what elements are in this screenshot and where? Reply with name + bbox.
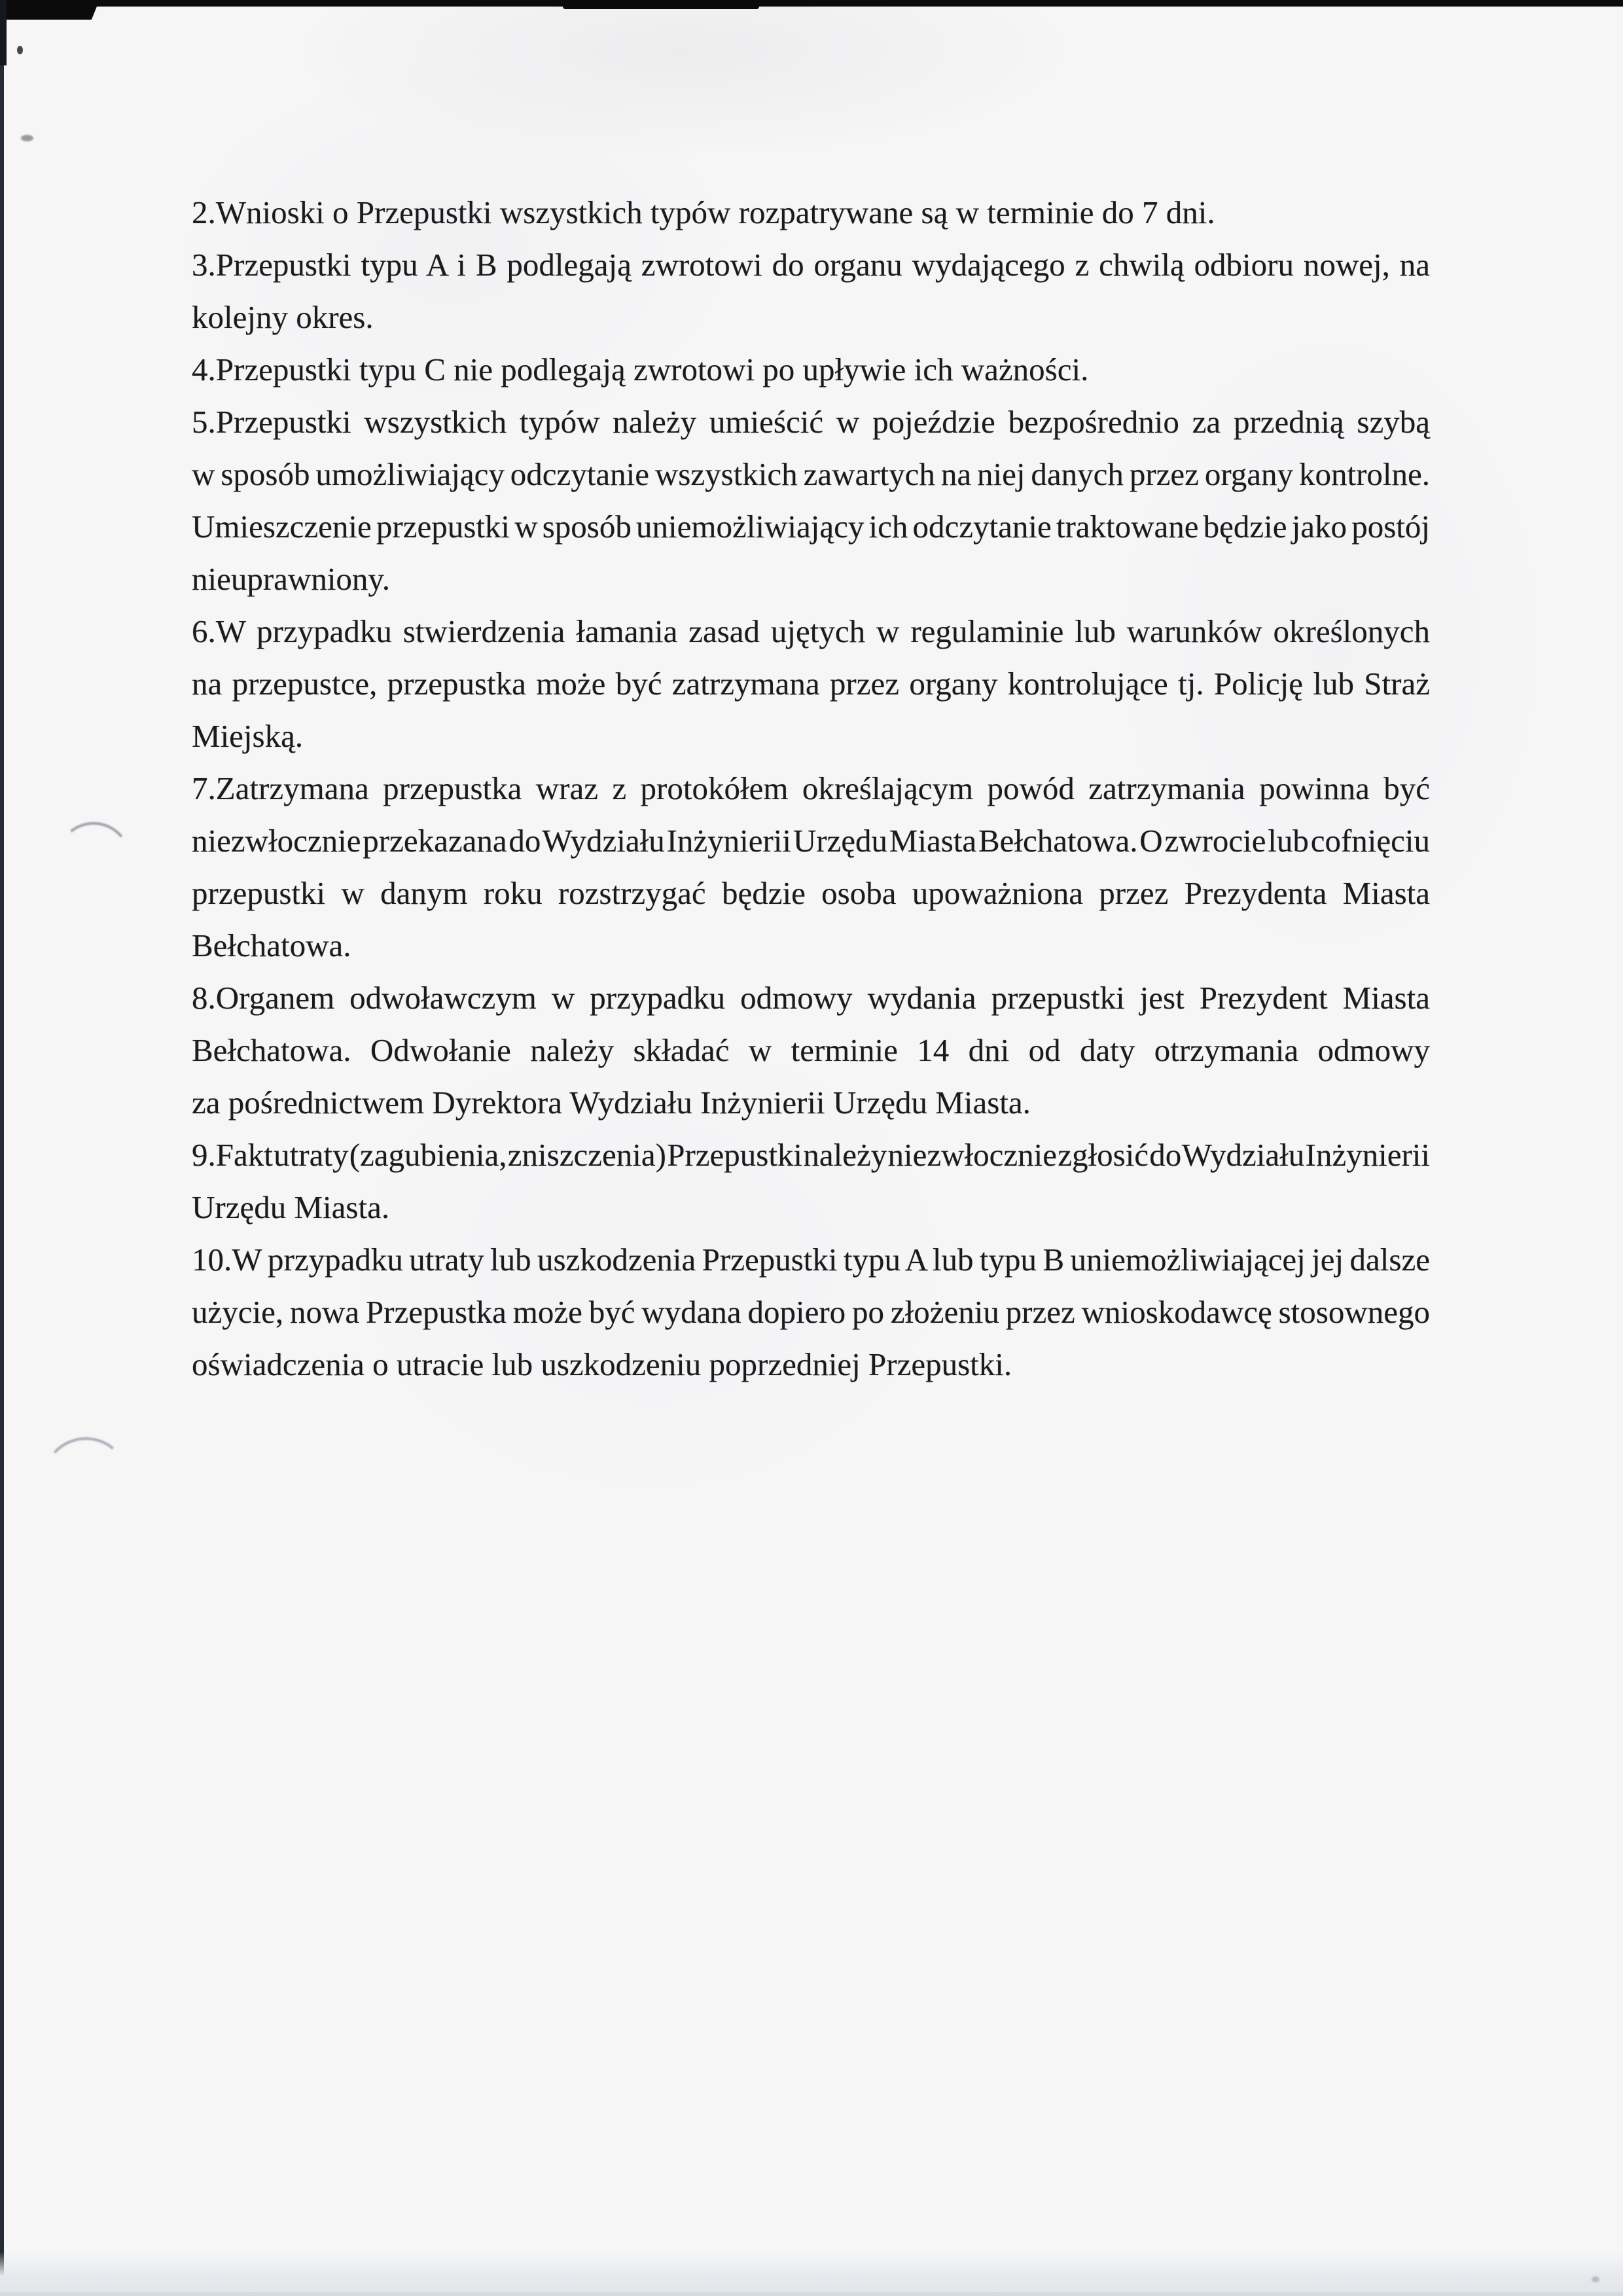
text-line-content: 6.W przypadku stwierdzenia łamania zasad ujętych w regulaminie lub warunków określonych	[192, 613, 1430, 649]
scan-edge-top-left-corner	[0, 0, 99, 20]
scan-edge-top	[0, 0, 1623, 7]
scan-edge-bottom-line	[0, 2292, 1623, 2296]
text-line	[192, 344, 1430, 396]
text-line	[192, 710, 1430, 762]
text-line	[192, 1077, 1430, 1129]
text-line-content: kolejny okres.	[192, 299, 374, 335]
text-line	[192, 553, 1430, 605]
scan-edge-left	[0, 0, 4, 2296]
text-line	[192, 867, 1430, 920]
text-line	[192, 239, 1430, 291]
text-line-content: 5.Przepustki wszystkich typów należy umieścić w pojeździe bezpośrednio za przednią szybą	[192, 404, 1430, 440]
text-line-content: w sposób umożliwiający odczytanie wszystkich zawartych na niej danych przez organy kontrolne.	[192, 456, 1430, 492]
text-line	[192, 1286, 1430, 1338]
text-line-content: za pośrednictwem Dyrektora Wydziału Inżynierii Urzędu Miasta.	[192, 1085, 1031, 1121]
text-line	[192, 291, 1430, 344]
text-line-content: Urzędu Miasta.	[192, 1189, 390, 1225]
text-line-content: niezwłocznie przekazana do Wydziału Inżynierii Urzędu Miasta Bełchatowa. O zwrocie lub cofnięciu	[192, 823, 1430, 859]
text-line	[192, 815, 1430, 867]
text-line	[192, 501, 1430, 553]
text-line-content: 8.Organem odwoławczym w przypadku odmowy wydania przepustki jest Prezydent Miasta	[192, 980, 1430, 1016]
text-line-content: Bełchatowa.	[192, 927, 351, 963]
scan-edge-bottom-band	[0, 2251, 1623, 2296]
text-line	[192, 1024, 1430, 1077]
text-line	[192, 1181, 1430, 1234]
text-line-content: Miejską.	[192, 718, 304, 754]
text-line	[192, 762, 1430, 815]
text-line-content: Bełchatowa. Odwołanie należy składać w terminie 14 dni od daty otrzymania odmowy	[192, 1032, 1430, 1068]
text-line	[192, 972, 1430, 1024]
document-text	[192, 187, 1430, 1391]
text-line	[192, 920, 1430, 972]
text-line-content: 2.Wnioski o Przepustki wszystkich typów rozpatrywane są w terminie do 7 dni.	[192, 194, 1215, 230]
scan-speck	[1592, 2276, 1599, 2282]
text-line	[192, 1338, 1430, 1391]
text-line-content: oświadczenia o utracie lub uszkodzeniu poprzedniej Przepustki.	[192, 1346, 1012, 1382]
text-line	[192, 605, 1430, 658]
text-line-content: 4.Przepustki typu C nie podlegają zwrotowi po upływie ich ważności.	[192, 351, 1089, 387]
text-line-content: 10.W przypadku utraty lub uszkodzenia Przepustki typu A lub typu B uniemożliwiającej jej dalsze	[192, 1242, 1430, 1278]
text-line-content: 3.Przepustki typu A i B podlegają zwrotowi do organu wydającego z chwilą odbioru nowej, na	[192, 247, 1430, 283]
scan-edge-top-segment	[563, 0, 759, 9]
text-line-content: użycie, nowa Przepustka może być wydana dopiero po złożeniu przez wnioskodawcę stosownego	[192, 1294, 1430, 1330]
text-line-content: 7.Zatrzymana przepustka wraz z protokółem określającym powód zatrzymania powinna być	[192, 770, 1430, 806]
scan-edge-left-top	[0, 0, 7, 65]
punch-hole-shadow	[52, 818, 134, 900]
text-line-content: przepustki w danym roku rozstrzygać będzie osoba upoważniona przez Prezydenta Miasta	[192, 875, 1430, 911]
scan-speck	[17, 46, 23, 54]
text-line-content: Umieszczenie przepustki w sposób uniemożliwiający ich odczytanie traktowane będzie jako postój	[192, 509, 1430, 545]
text-line-content: 9.Fakt utraty (zagubienia, zniszczenia) Przepustki należy niezwłocznie zgłosić do Wydziału Inżynierii	[192, 1137, 1430, 1173]
text-line	[192, 448, 1430, 501]
text-line	[192, 1129, 1430, 1181]
scan-speck	[21, 135, 33, 141]
text-line	[192, 1234, 1430, 1286]
text-line-content: na przepustce, przepustka może być zatrzymana przez organy kontrolujące tj. Policję lub Straż	[192, 666, 1430, 702]
text-line-content: nieuprawniony.	[192, 561, 390, 597]
text-line	[192, 187, 1430, 239]
text-line	[192, 658, 1430, 710]
punch-hole-shadow	[41, 1435, 131, 1523]
text-line	[192, 396, 1430, 448]
